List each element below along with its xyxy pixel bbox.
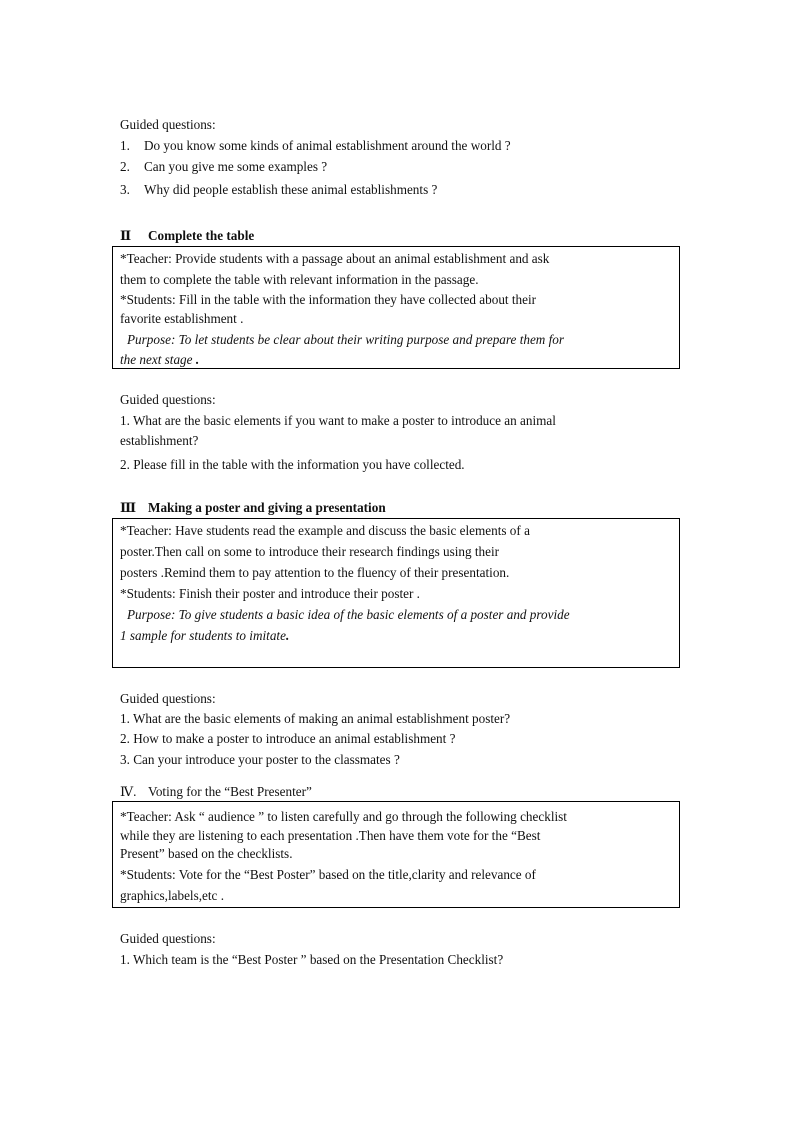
box-line: *Students: Finish their poster and introduce their poster . [120, 586, 420, 601]
purpose-end: . [285, 628, 290, 643]
box-line: poster.Then call on some to introduce their research findings using their [120, 544, 500, 559]
box-line: Present” based on the checklists. [120, 846, 293, 861]
roman-numeral: Ⅲ [120, 500, 137, 515]
box-line: favorite establishment . [120, 311, 244, 326]
activity-box-2 [112, 246, 680, 369]
question-2-1: 1. What are the basic elements if you want to make a poster to introduce an animal [120, 413, 556, 428]
section-title: Making a poster and giving a presentation [148, 500, 386, 515]
box-line: while they are listening to each presentation .Then have them vote for the “Best [120, 828, 541, 843]
question-number: 1. [120, 138, 130, 153]
box-line: *Students: Vote for the “Best Poster” based on the title,clarity and relevance of [120, 867, 536, 882]
box-line: them to complete the table with relevant information in the passage. [120, 272, 479, 287]
purpose-label: Purpose: [127, 332, 176, 347]
question-text: Why did people establish these animal establishments ? [144, 182, 438, 197]
box-line: graphics,labels,etc . [120, 888, 224, 903]
question-text: Can you give me some examples ? [144, 159, 328, 174]
section-heading-4 [120, 783, 312, 800]
box-line: *Teacher: Provide students with a passage about an animal establishment and ask [120, 251, 550, 266]
roman-numeral: Ⅱ [120, 228, 132, 243]
guided-questions-label-4: Guided questions: [120, 931, 216, 946]
purpose-label: Purpose: [127, 607, 176, 622]
purpose-text: To give students a basic idea of the basic elements of a poster and provide [175, 607, 570, 622]
purpose-line-2 [120, 627, 289, 644]
box-line: posters .Remind them to pay attention to the fluency of their presentation. [120, 565, 510, 580]
question-3-1: 1. What are the basic elements of making an animal establishment poster? [120, 711, 511, 726]
activity-box-4 [112, 801, 680, 908]
question-number: 2. [120, 159, 130, 174]
purpose-line [127, 606, 570, 623]
question-2-1-cont: establishment? [120, 433, 199, 448]
question-1-2 [120, 158, 327, 175]
guided-questions-label-2: Guided questions: [120, 392, 216, 407]
question-1-3 [120, 181, 437, 198]
box-line: *Teacher: Have students read the example and discuss the basic elements of a [120, 523, 530, 538]
section-title: Complete the table [148, 228, 255, 243]
purpose-text-cont: 1 sample for students to imitate [120, 628, 286, 643]
question-4-1: 1. Which team is the “Best Poster ” based on the Presentation Checklist? [120, 952, 504, 967]
purpose-text: To let students be clear about their writing purpose and prepare them for [175, 332, 565, 347]
section-heading-3 [120, 499, 386, 516]
question-3-3: 3. Can your introduce your poster to the classmates ? [120, 752, 400, 767]
purpose-line-2 [120, 351, 199, 368]
roman-numeral: Ⅳ. [120, 784, 137, 799]
guided-questions-label-1: Guided questions: [120, 117, 216, 132]
box-line: *Teacher: Ask “ audience ” to listen carefully and go through the following checklist [120, 809, 567, 824]
question-2-2: 2. Please fill in the table with the information you have collected. [120, 457, 465, 472]
question-1-1 [120, 137, 511, 154]
question-text: Do you know some kinds of animal establishment around the world ? [144, 138, 511, 153]
activity-box-3 [112, 518, 680, 668]
guided-questions-label-3: Guided questions: [120, 691, 216, 706]
purpose-end: . [192, 352, 200, 367]
section-title: Voting for the “Best Presenter” [148, 784, 312, 799]
question-number: 3. [120, 182, 130, 197]
purpose-text-cont: the next stage [120, 352, 193, 367]
question-3-2: 2. How to make a poster to introduce an animal establishment ? [120, 731, 456, 746]
box-line: *Students: Fill in the table with the information they have collected about their [120, 292, 537, 307]
section-heading-2 [120, 227, 254, 244]
purpose-line [127, 331, 564, 348]
